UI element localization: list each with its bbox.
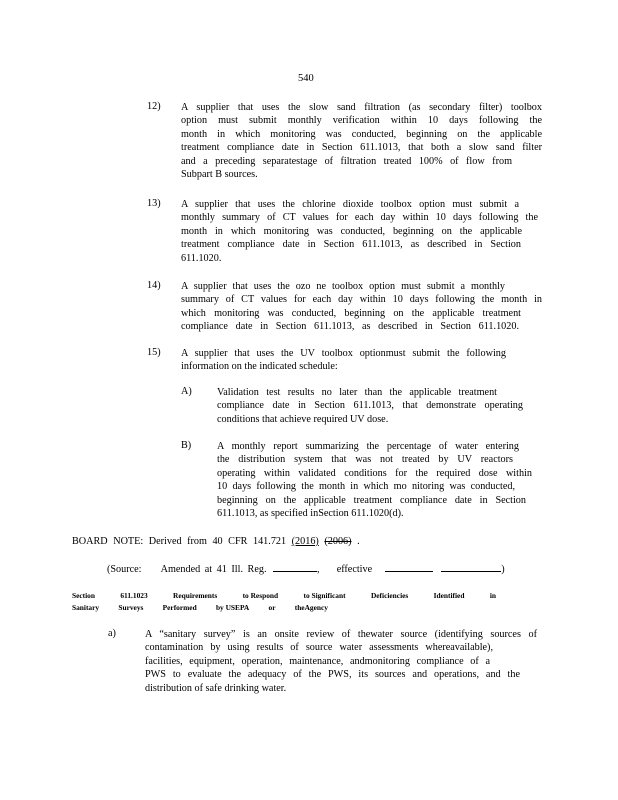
heading-word: Identified xyxy=(433,591,465,600)
heading-word: Performed xyxy=(162,603,197,612)
text-line: compliance date in Section 611.1013, that demonstrate operating xyxy=(217,400,523,412)
subitem-number: A) xyxy=(181,386,192,397)
page-number: 540 xyxy=(298,73,314,84)
text-line: treatment compliance date in Section 611.1013, that both a slow sand filter xyxy=(181,142,542,154)
effective-date-blank xyxy=(385,561,433,572)
subitem-number: B) xyxy=(181,440,192,451)
heading-word: Sanitary xyxy=(72,603,100,612)
list-item xyxy=(181,347,511,374)
text-line: A monthly report summarizing the percentage of water entering xyxy=(217,441,519,452)
source-comma: , xyxy=(317,564,320,575)
heading-word: or xyxy=(268,603,276,612)
text-line: compliance date in Section 611.1013, as described in Section 611.1020. xyxy=(181,321,519,333)
text-line: treatment compliance date in Section 611.1013, as described in Section xyxy=(181,239,521,251)
heading-word: in xyxy=(489,591,496,600)
source-effective: effective xyxy=(336,564,373,575)
source-amended: Amended at 41 Ill. Reg. xyxy=(160,564,267,575)
text-line: information on the indicated schedule: xyxy=(181,361,338,373)
text-line: month in which monitoring was conducted, beginning on the applicable xyxy=(181,225,522,237)
list-item xyxy=(217,386,527,426)
section-heading xyxy=(72,590,496,614)
heading-word: Requirements xyxy=(173,591,218,600)
list-item xyxy=(181,101,542,181)
text-line: summary of CT values for each day within 10 days following the month in xyxy=(181,294,542,306)
heading-word: Deficiencies xyxy=(370,591,409,600)
volume-blank xyxy=(273,561,317,572)
text-line: A supplier that uses the chlorine dioxide toolbox option must submit a xyxy=(181,199,519,210)
text-line: which monitoring was conducted, beginning on the applicable treatment xyxy=(181,307,521,319)
text-line: the distribution system that was not treated by UV reactors xyxy=(217,454,513,466)
item-number: 12) xyxy=(147,101,161,112)
text-line: month in which monitoring was conducted, beginning on the applicable xyxy=(181,128,542,140)
text-line: Validation test results no later than the applicable treatment xyxy=(217,387,497,398)
source-close: ) xyxy=(501,564,505,575)
item-number: 14) xyxy=(147,280,161,291)
heading-word: theAgency xyxy=(294,603,328,612)
text-line: monthly summary of CT values for each day within 10 days following the xyxy=(181,212,538,224)
heading-word: Surveys xyxy=(118,603,144,612)
text-line: facilities, equipment, operation, maintenance, andmonitoring compliance of a xyxy=(145,655,490,667)
text-line: beginning on the applicable treatment compliance date in Section xyxy=(217,494,526,506)
added-text: (2016) xyxy=(291,536,319,547)
list-item xyxy=(217,440,532,520)
text-line: and a preceding separatestage of filtration treated 100% of flow from xyxy=(181,155,512,167)
heading-word: 611.1023 xyxy=(120,591,148,600)
board-note-text: BOARD NOTE: Derived from 40 CFR 141.721 xyxy=(72,536,287,547)
item-number: 15) xyxy=(147,347,161,358)
effective-date-blank xyxy=(441,561,501,572)
item-number: 13) xyxy=(147,198,161,209)
text-line: 10 days following the month in which mo nitoring was conducted, xyxy=(217,481,515,493)
text-line: contamination by using results of source water assessments whereavailable), xyxy=(145,642,493,654)
text-line: PWS to evaluate the adequacy of the PWS, its sources and operations, and the xyxy=(145,669,520,681)
text-line: A supplier that uses the ozo ne toolbox option must submit a monthly xyxy=(181,281,505,292)
list-item xyxy=(181,198,538,265)
heading-word: Section xyxy=(72,591,95,600)
paragraph xyxy=(145,628,537,695)
text-line: distribution of safe drinking water. xyxy=(145,682,287,694)
text-line: conditions that achieve required UV dose. xyxy=(217,413,389,425)
board-note xyxy=(72,536,360,547)
text-line: 611.1013, as specified inSection 611.1020(d). xyxy=(217,507,404,519)
text-line: operating within validated conditions for the required dose within xyxy=(217,467,532,479)
text-line: A supplier that uses the slow sand filtration (as secondary filter) toolbox xyxy=(181,102,542,113)
heading-word: to Significant xyxy=(303,591,346,600)
text-line: 611.1020. xyxy=(181,252,222,264)
deleted-text: (2006) xyxy=(324,536,352,547)
source-line xyxy=(107,561,505,575)
heading-word: by USEPA xyxy=(215,603,250,612)
text-line: Subpart B sources. xyxy=(181,168,258,180)
text-line: option must submit monthly verification within 10 days following the xyxy=(181,115,542,127)
paragraph-number: a) xyxy=(108,628,116,639)
list-item xyxy=(181,280,542,334)
text-line: A “sanitary survey” is an onsite review of thewater source (identifying sources of xyxy=(145,629,537,640)
text-line: A supplier that uses the UV toolbox optionmust submit the following xyxy=(181,348,506,359)
source-open: (Source: xyxy=(107,564,142,575)
board-note-period: . xyxy=(357,536,360,547)
heading-word: to Respond xyxy=(242,591,279,600)
